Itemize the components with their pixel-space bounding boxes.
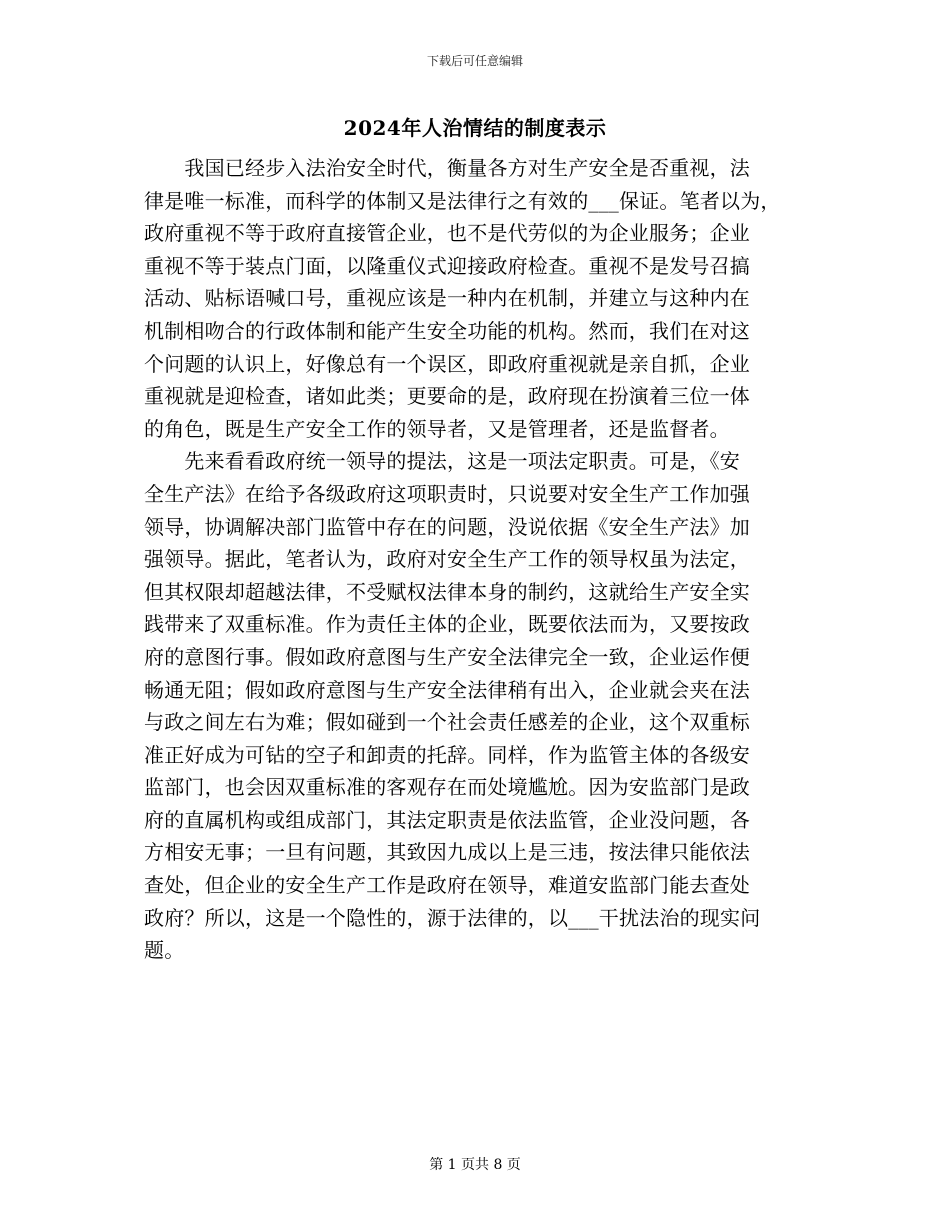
- page-footer: 第 1 页共 8 页: [429, 1157, 521, 1173]
- body-line: 领导，协调解决部门监管中存在的问题，没说依据《安全生产法》加: [144, 514, 750, 539]
- body-line: 重视不等于装点门面，以隆重仪式迎接政府检查。重视不是发号召搞: [144, 253, 750, 278]
- body-line: 律是唯一标准，而科学的体制又是法律行之有效的___保证。笔者以为，: [144, 188, 781, 213]
- document-title: 2024年人治情结的制度表示: [343, 116, 607, 140]
- body-line: 重视就是迎检查，诸如此类；更要命的是，政府现在扮演着三位一体: [144, 384, 750, 409]
- body-line: 与政之间左右为难；假如碰到一个社会责任感差的企业，这个双重标: [144, 710, 750, 735]
- body-line: 全生产法》在给予各级政府这项职责时，只说要对安全生产工作加强: [144, 481, 750, 506]
- body-line: 准正好成为可钻的空子和卸责的托辞。同样，作为监管主体的各级安: [144, 742, 750, 767]
- body-line: 府的直属机构或组成部门，其法定职责是依法监管，企业没问题，各: [144, 807, 750, 832]
- body-line: 我国已经步入法治安全时代，衡量各方对生产安全是否重视，法: [144, 156, 750, 180]
- body-line: 题。: [144, 938, 185, 963]
- body-line: 方相安无事；一旦有问题，其致因九成以上是三违，按法律只能依法: [144, 840, 750, 865]
- body-line: 强领导。据此，笔者认为，政府对安全生产工作的领导权虽为法定，: [144, 547, 750, 572]
- body-line: 践带来了双重标准。作为责任主体的企业，既要依法而为，又要按政: [144, 612, 750, 637]
- body-line: 但其权限却超越法律，不受赋权法律本身的制约，这就给生产安全实: [144, 579, 750, 604]
- body-line: 活动、贴标语喊口号，重视应该是一种内在机制，并建立与这种内在: [144, 286, 750, 311]
- body-line: 府的意图行事。假如政府意图与生产安全法律完全一致，企业运作便: [144, 644, 750, 669]
- body-line: 政府？所以，这是一个隐性的，源于法律的，以___干扰法治的现实问: [144, 905, 761, 930]
- body-line: 政府重视不等于政府直接管企业，也不是代劳似的为企业服务；企业: [144, 221, 750, 246]
- body-line: 查处，但企业的安全生产工作是政府在领导，难道安监部门能去查处: [144, 873, 750, 898]
- body-line: 监部门，也会因双重标准的客观存在而处境尴尬。因为安监部门是政: [144, 775, 750, 800]
- page-header: 下载后可任意编辑: [426, 54, 523, 68]
- body-line: 个问题的认识上，好像总有一个误区，即政府重视就是亲自抓，企业: [144, 351, 750, 376]
- document-body: [144, 152, 824, 967]
- body-line: 畅通无阻；假如政府意图与生产安全法律稍有出入，企业就会夹在法: [144, 677, 750, 702]
- body-line: 机制相吻合的行政体制和能产生安全功能的机构。然而，我们在对这: [144, 318, 750, 343]
- body-line: 的角色，既是生产安全工作的领导者，又是管理者，还是监督者。: [144, 416, 730, 441]
- body-line: 先来看看政府统一领导的提法，这是一项法定职责。可是，《安: [144, 449, 740, 474]
